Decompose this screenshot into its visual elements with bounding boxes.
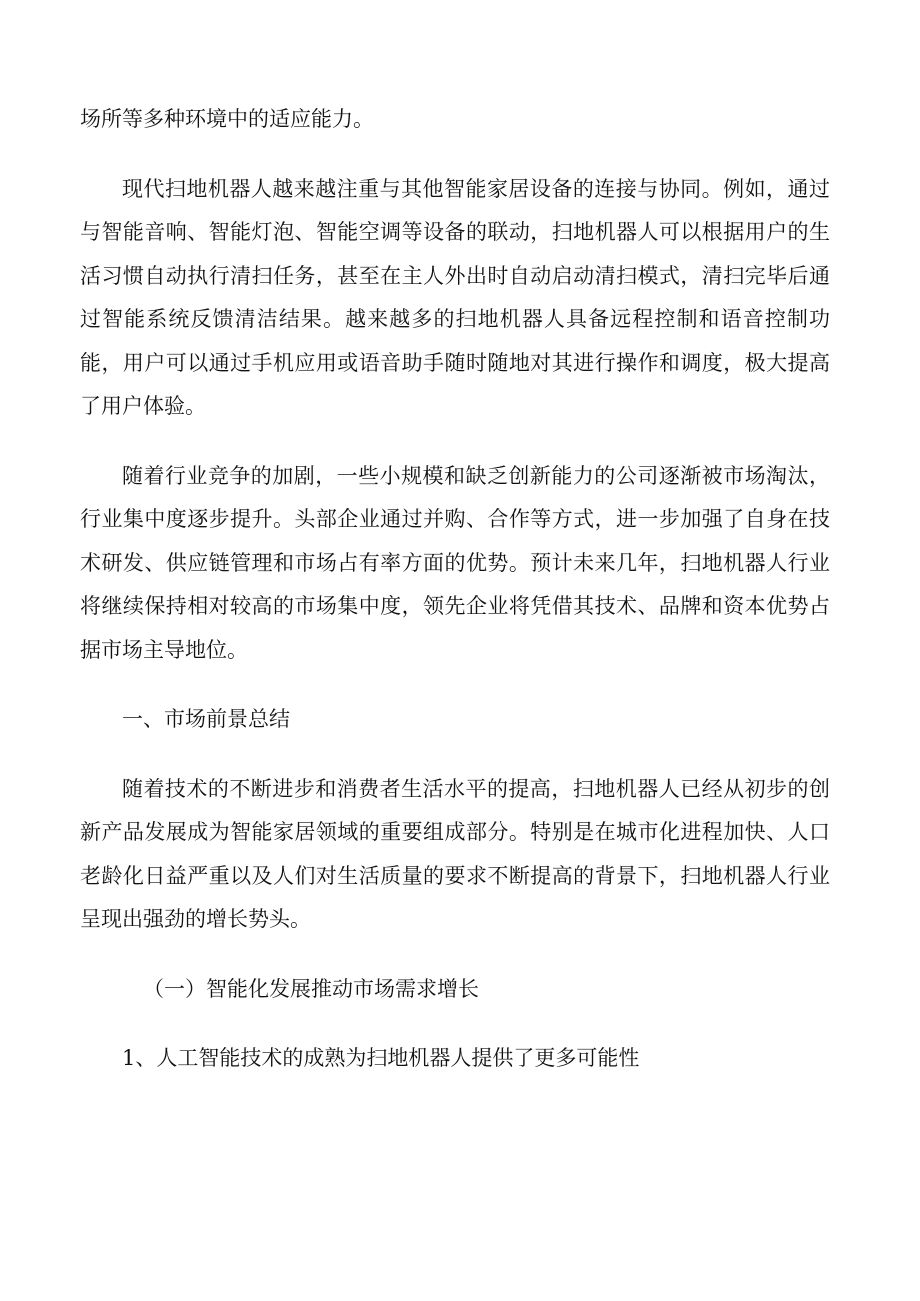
- paragraph-smart-home-linkage: 现代扫地机器人越来越注重与其他智能家居设备的连接与协同。例如，通过与智能音响、智能灯泡、智能空调等设备的联动，扫地机器人可以根据用户的生活习惯自动执行清扫任务，甚至在主人外出时自动启动清扫模式，清扫完毕后通过智能系统反馈清洁结果。越来越多的扫地机器人具备远程控制和语音控制功能，用户可以通过手机应用或语音助手随时随地对其进行操作和调度，极大提高了用户体验。: [80, 176, 830, 418]
- subsection-heading-intelligence: （一）智能化发展推动市场需求增长: [143, 976, 479, 1001]
- paragraph-market-growth: 随着技术的不断进步和消费者生活水平的提高，扫地机器人已经从初步的创新产品发展成为智能家居领域的重要组成部分。特别是在城市化进程加快、人口老龄化日益严重以及人们对生活质量的要求不断提高的背景下，扫地机器人行业呈现出强劲的增长势头。: [80, 776, 830, 931]
- paragraph-continuation: 场所等多种环境中的适应能力。: [80, 107, 374, 131]
- section-heading-market-outlook: 一、市场前景总结: [122, 707, 290, 731]
- item-heading-ai-technology: 1、人工智能技术的成熟为扫地机器人提供了更多可能性: [122, 1046, 640, 1070]
- paragraph-industry-concentration: 随着行业竞争的加剧，一些小规模和缺乏创新能力的公司逐渐被市场淘汰，行业集中度逐步提升。头部企业通过并购、合作等方式，进一步加强了自身在技术研发、供应链管理和市场占有率方面的优势。预计未来几年，扫地机器人行业将继续保持相对较高的市场集中度，领先企业将凭借其技术、品牌和资本优势占据市场主导地位。: [80, 463, 830, 662]
- document-page: [80, 98, 830, 1107]
